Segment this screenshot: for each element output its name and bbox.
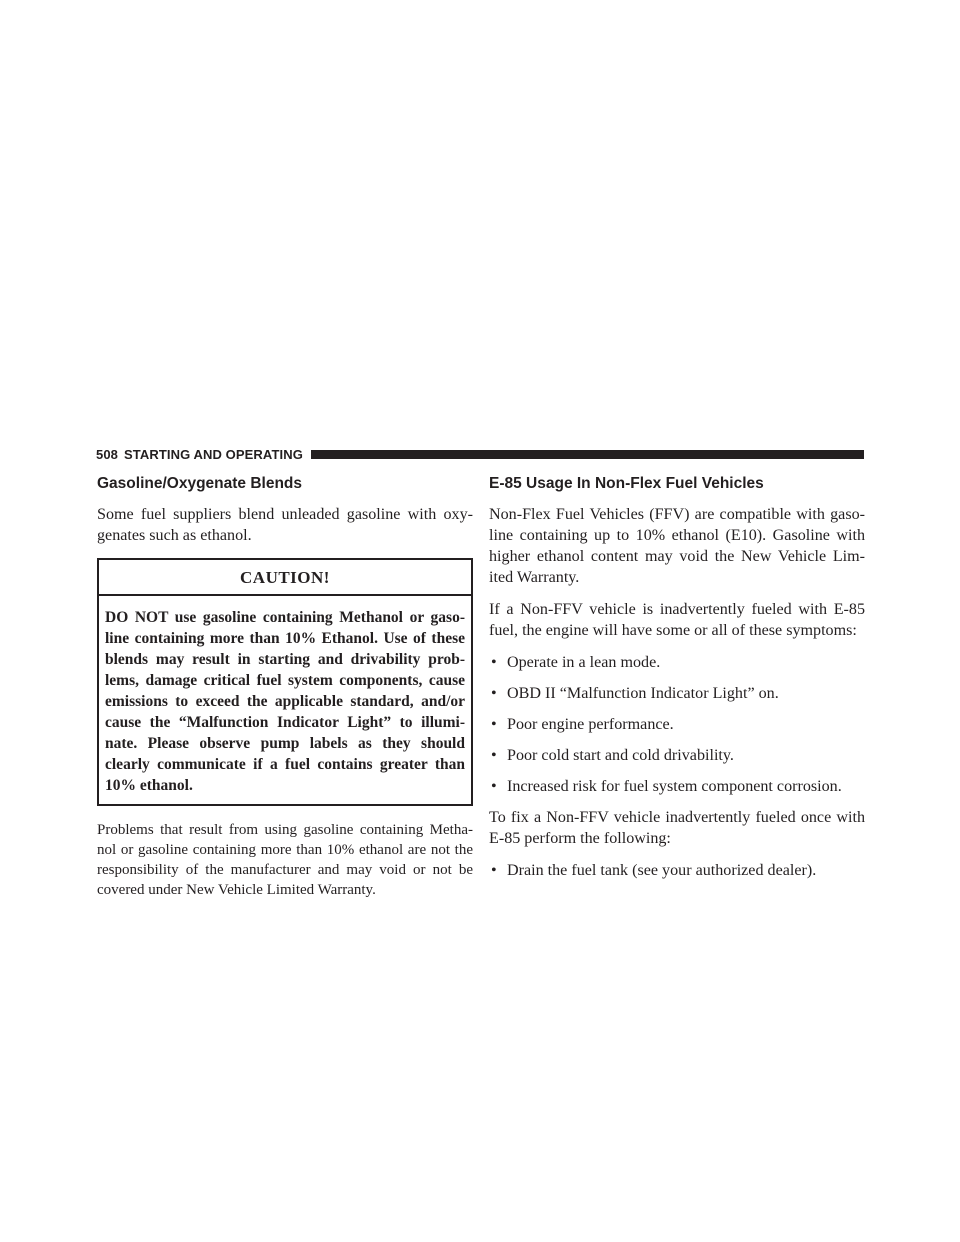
list-item [489,683,865,704]
page-header [96,446,864,462]
list-item [489,714,865,735]
header-rule [311,450,864,459]
list-item [489,652,865,673]
symptom-text: Poor cold start and cold drivability. [507,747,734,764]
bullet-icon: • [491,747,497,764]
compatibility-paragraph: Non-Flex Fuel Vehicles (FFV) are compatible with gaso-line containing up to 10% ethanol (E10). Gasoline with higher ethanol content may void the New Vehicle Lim-ited Warranty. [489,506,865,586]
caution-title: CAUTION! [99,560,471,596]
symptom-text: Poor engine performance. [507,716,674,733]
warranty-paragraph: Problems that result from using gasoline containing Metha-nol or gasoline containing more than 10% ethanol are not the responsibility of the manufacturer and may void or not be covered under New Vehicle Limited Warranty. [97,822,473,898]
list-item [489,745,865,766]
symptoms-list [489,652,865,797]
caution-body: DO NOT use gasoline containing Methanol or gaso-line containing more than 10% Ethanol. Use of these blends may result in starting and drivability prob-lems, damage critical fuel system components, cause emissions to exceed the applicable standard, and/or cause the “Malfunction Indicator Light” to illumi-nate. Please observe pump labels as they should clearly communicate if a fuel contains greater than 10% ethanol. [105,609,465,794]
fix-steps-list [489,860,865,881]
caution-box [97,558,473,806]
bullet-icon: • [491,654,497,671]
section-title: STARTING AND OPERATING [124,446,303,462]
left-column [97,468,473,911]
list-item [489,860,865,881]
page-number: 508 [96,446,118,462]
bullet-icon: • [491,862,497,879]
e85-heading: E-85 Usage In Non-Flex Fuel Vehicles [489,475,764,492]
fix-step-text: Drain the fuel tank (see your authorized dealer). [507,862,817,879]
symptoms-intro-paragraph: If a Non-FFV vehicle is inadvertently fueled with E-85 fuel, the engine will have some or all of these symptoms: [489,601,865,639]
right-column [489,468,865,891]
fix-intro-paragraph: To fix a Non-FFV vehicle inadvertently fueled once with E-85 perform the following: [489,809,865,847]
symptom-text: OBD II “Malfunction Indicator Light” on. [507,685,779,702]
symptom-text: Operate in a lean mode. [507,654,661,671]
gasoline-oxygenate-heading: Gasoline/Oxygenate Blends [97,475,303,492]
bullet-icon: • [491,685,497,702]
intro-paragraph: Some fuel suppliers blend unleaded gasoline with oxy-genates such as ethanol. [97,506,473,544]
symptom-text: Increased risk for fuel system component corrosion. [507,778,842,795]
list-item [489,776,865,797]
bullet-icon: • [491,778,497,795]
bullet-icon: • [491,716,497,733]
